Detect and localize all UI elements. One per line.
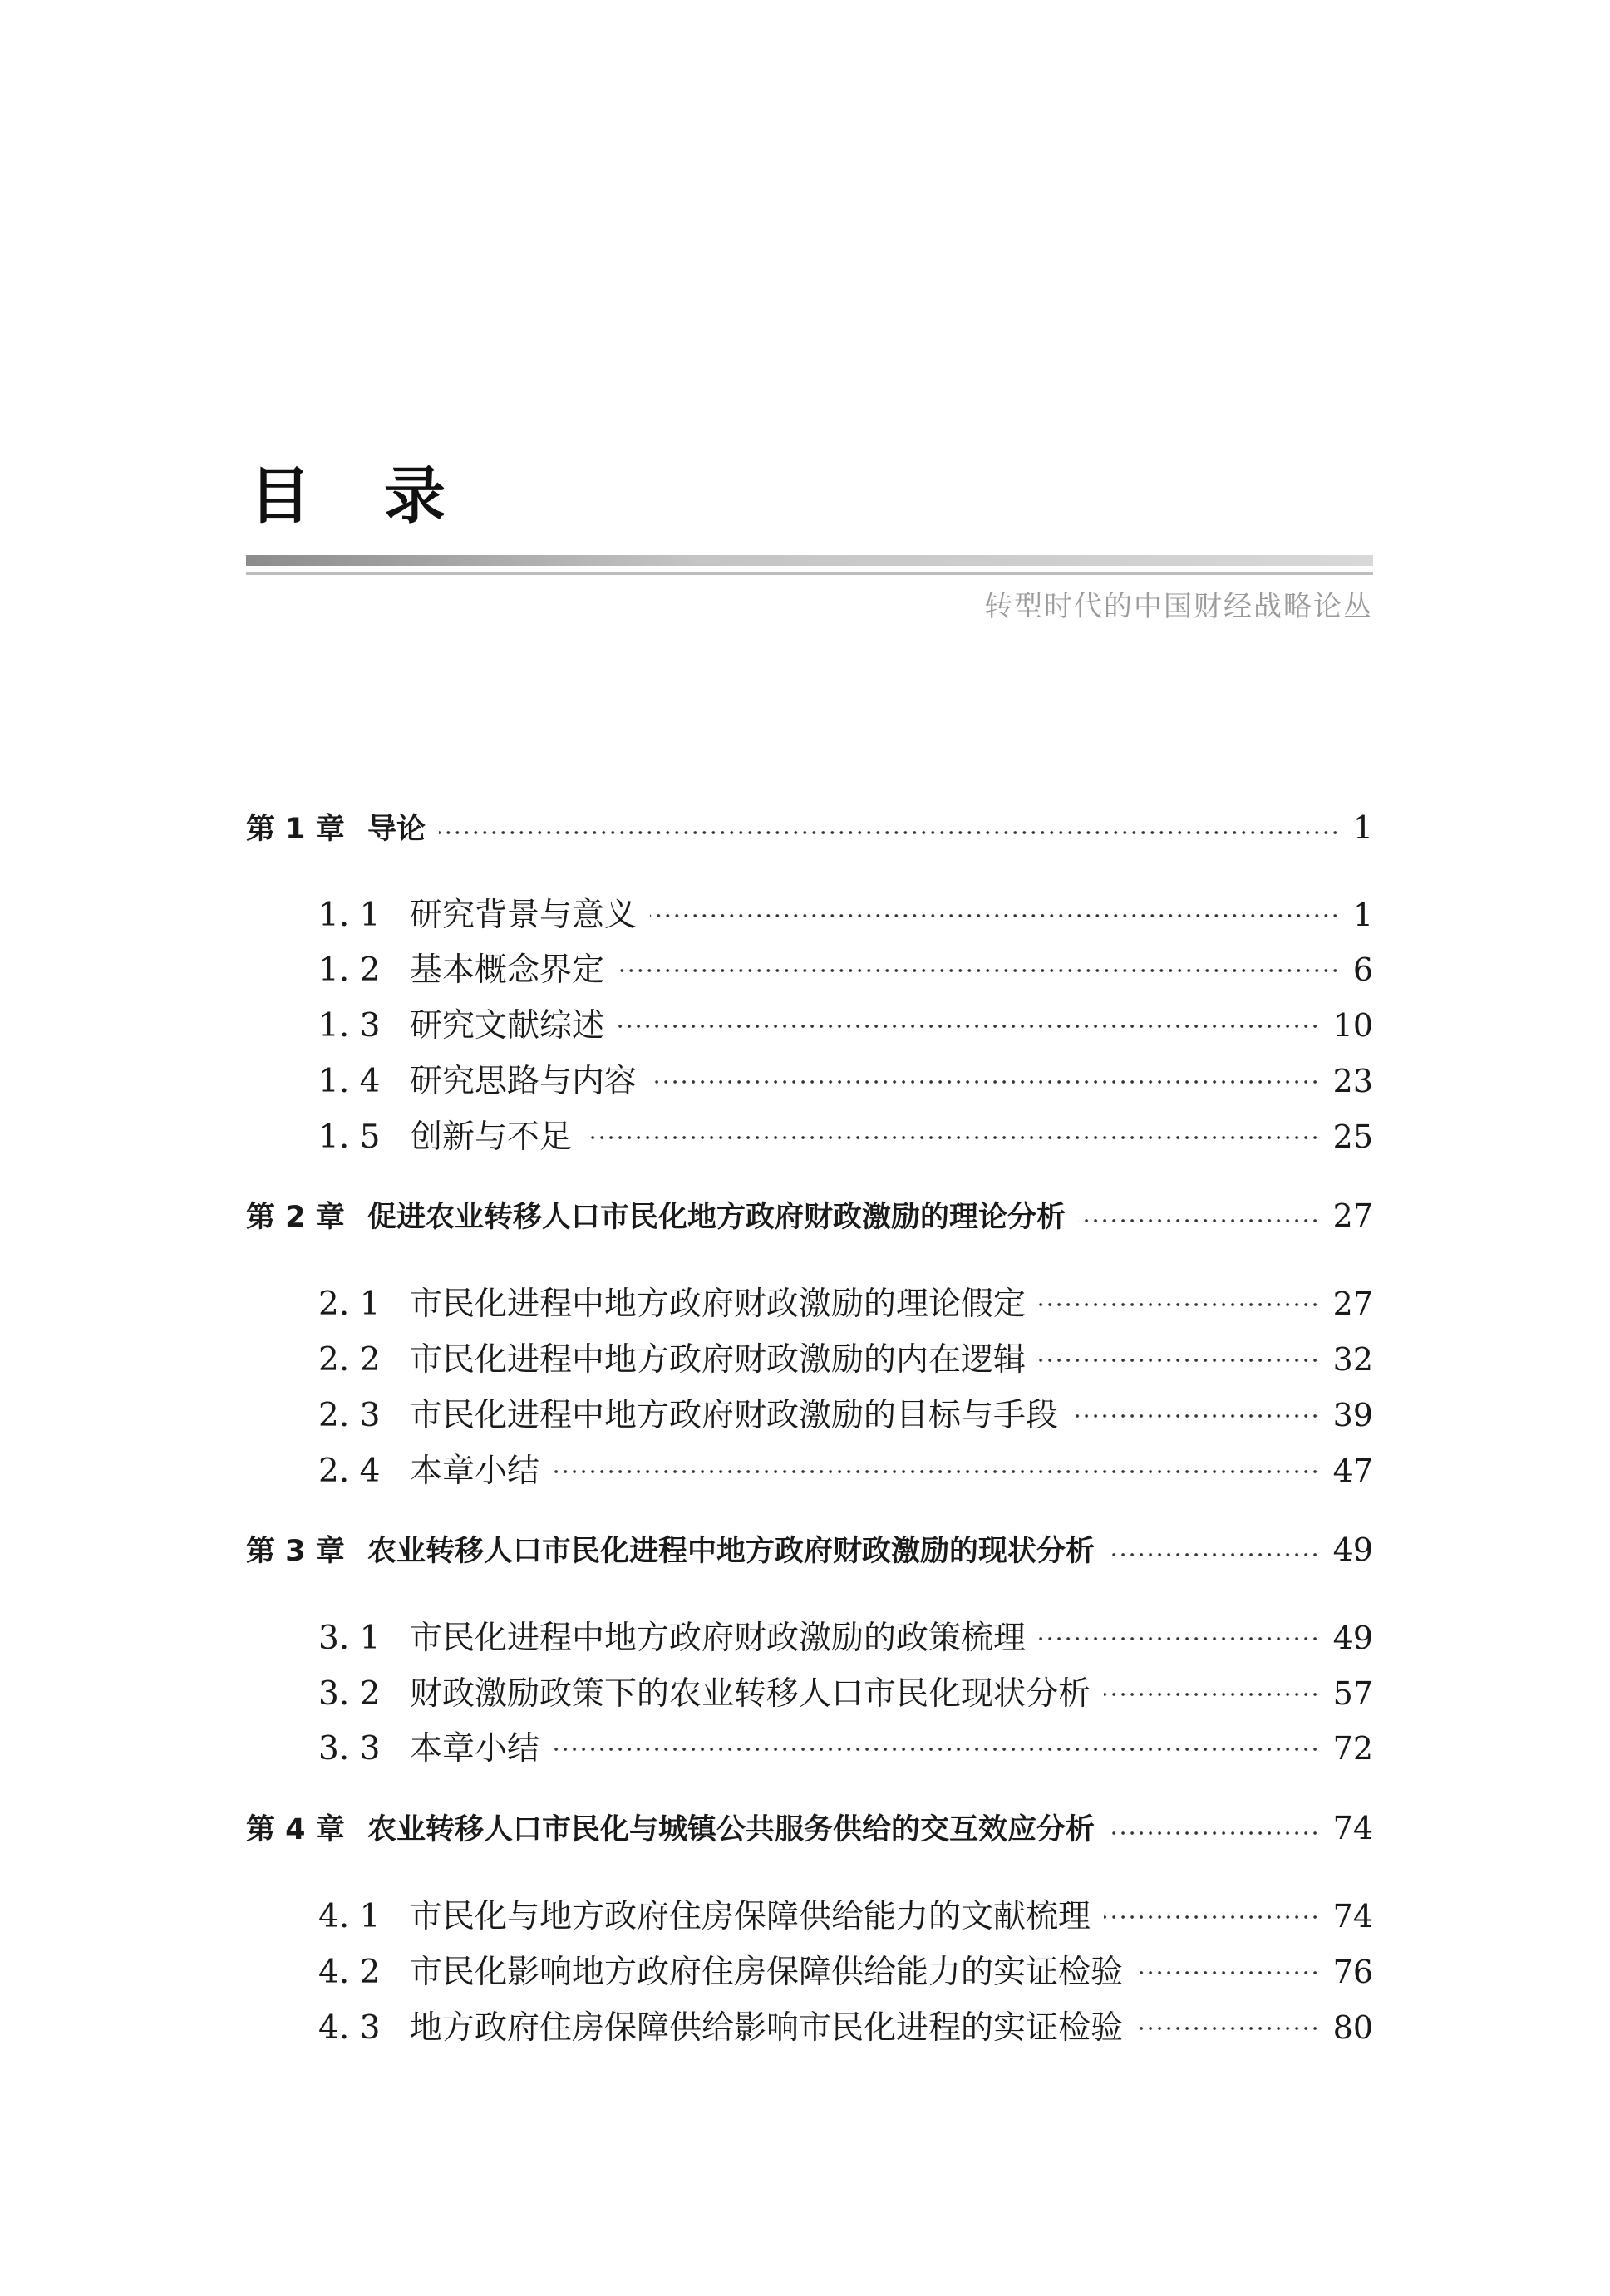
toc-chapter-row[interactable]	[246, 1807, 1373, 1853]
toc-entry-title: 财政激励政策下的农业转移人口市民化现状分析	[410, 1675, 1091, 1713]
toc-entry-page: 57	[1332, 1675, 1373, 1712]
toc-entry-page: 27	[1332, 1286, 1373, 1322]
toc-entry-page: 76	[1332, 1954, 1373, 1990]
toc-section-row[interactable]	[318, 1000, 1373, 1046]
toc-entry-number: 4. 2	[318, 1954, 381, 1991]
toc-entry-title: 市民化进程中地方政府财政激励的目标与手段	[410, 1397, 1059, 1434]
toc-section-row[interactable]	[318, 1723, 1373, 1769]
toc-entry-page: 74	[1332, 1898, 1373, 1935]
toc-entry-page: 6	[1352, 951, 1373, 988]
toc-entry-title: 农业转移人口市民化进程中地方政府财政激励的现状分析	[367, 1535, 1095, 1568]
dot-leader	[1108, 1831, 1320, 1835]
dot-leader	[650, 1080, 1320, 1084]
toc-entry-number: 第 4 章	[246, 1813, 345, 1846]
toc-section-row[interactable]	[318, 1668, 1373, 1714]
toc-entry-page: 32	[1332, 1341, 1373, 1378]
toc-chapter-row[interactable]	[246, 806, 1373, 853]
toc-entry-number: 2. 1	[318, 1286, 381, 1323]
toc-entry-title: 研究文献综述	[410, 1007, 605, 1045]
toc-section-row[interactable]	[318, 1612, 1373, 1659]
toc-entry-title: 市民化进程中地方政府财政激励的内在逻辑	[410, 1341, 1027, 1379]
toc-entry-number: 2. 3	[318, 1397, 381, 1434]
dot-leader	[1039, 1359, 1320, 1362]
toc-entry-number: 2. 2	[318, 1341, 381, 1379]
toc-entry-number: 第 1 章	[246, 813, 345, 846]
toc-entry-number: 4. 1	[318, 1898, 381, 1935]
toc-entry-page: 1	[1352, 809, 1373, 846]
toc-entry-title: 市民化进程中地方政府财政激励的理论假定	[410, 1286, 1027, 1323]
dot-leader	[1071, 1414, 1320, 1418]
toc-section-row[interactable]	[318, 1389, 1373, 1436]
toc-entry-title: 促进农业转移人口市民化地方政府财政激励的理论分析	[367, 1201, 1066, 1234]
dot-leader	[1039, 1637, 1320, 1640]
toc-entry-number: 3. 3	[318, 1730, 381, 1767]
toc-entry-number: 1. 4	[318, 1063, 381, 1100]
toc-section-row[interactable]	[318, 1445, 1373, 1492]
toc-entry-title: 基本概念界定	[410, 951, 605, 989]
title-rule-thin	[246, 572, 1373, 575]
dot-leader	[439, 831, 1340, 834]
toc-entry-page: 80	[1332, 2009, 1373, 2046]
toc-entry-page: 39	[1332, 1397, 1373, 1433]
dot-leader	[618, 969, 1340, 972]
dot-leader	[1136, 1971, 1320, 1974]
toc-section-row[interactable]	[318, 1890, 1373, 1937]
toc-entry-number: 1. 1	[318, 897, 381, 934]
dot-leader	[1104, 1693, 1320, 1696]
dot-leader	[618, 1025, 1320, 1028]
dot-leader	[1039, 1303, 1320, 1306]
toc-entry-title: 研究背景与意义	[410, 897, 638, 934]
series-name: 转型时代的中国财经战略论丛	[984, 590, 1373, 623]
toc-entry-number: 第 3 章	[246, 1535, 345, 1568]
toc-entry-title: 农业转移人口市民化与城镇公共服务供给的交互效应分析	[367, 1813, 1095, 1846]
title-rule-thick	[246, 555, 1373, 566]
toc-section-row[interactable]	[318, 1334, 1373, 1380]
toc-section-row[interactable]	[318, 889, 1373, 936]
toc-entry-number: 3. 1	[318, 1620, 381, 1657]
toc-entry-page: 49	[1332, 1620, 1373, 1656]
toc-entry-number: 1. 5	[318, 1119, 381, 1156]
toc-entry-number: 1. 3	[318, 1007, 381, 1045]
toc-entry-title: 市民化与地方政府住房保障供给能力的文献梳理	[410, 1898, 1091, 1935]
toc-entry-page: 47	[1332, 1453, 1373, 1489]
toc-entry-title: 本章小结	[410, 1730, 540, 1767]
toc-section-row[interactable]	[318, 1055, 1373, 1102]
toc-entry-title: 市民化进程中地方政府财政激励的政策梳理	[410, 1620, 1027, 1657]
toc-entry-page: 1	[1352, 897, 1373, 933]
dot-leader	[650, 914, 1340, 917]
toc-chapter-row[interactable]	[246, 1194, 1373, 1241]
toc-entry-page: 10	[1332, 1007, 1373, 1044]
toc-entry-number: 1. 2	[318, 951, 381, 989]
dot-leader	[1108, 1553, 1320, 1556]
toc-entry-title: 研究思路与内容	[410, 1063, 638, 1100]
toc-entry-page: 49	[1332, 1531, 1373, 1568]
toc-entry-title: 本章小结	[410, 1453, 540, 1490]
dot-leader	[553, 1470, 1320, 1473]
toc-entry-title: 市民化影响地方政府住房保障供给能力的实证检验	[410, 1954, 1124, 1991]
page-title: 目录	[249, 460, 519, 532]
toc-entry-number: 第 2 章	[246, 1201, 345, 1234]
toc-entry-page: 25	[1332, 1119, 1373, 1155]
toc-entry-page: 27	[1332, 1197, 1373, 1234]
toc-entry-number: 4. 3	[318, 2009, 381, 2047]
dot-leader	[553, 1748, 1320, 1751]
toc-entry-title: 创新与不足	[410, 1119, 573, 1156]
toc-section-row[interactable]	[318, 1946, 1373, 1993]
toc-entry-title: 导论	[367, 813, 426, 846]
toc-section-row[interactable]	[318, 2002, 1373, 2048]
toc-entry-page: 23	[1332, 1063, 1373, 1099]
dot-leader	[1104, 1915, 1320, 1919]
dot-leader	[1079, 1219, 1320, 1222]
toc-entry-page: 72	[1332, 1730, 1373, 1767]
toc-section-row[interactable]	[318, 944, 1373, 991]
dot-leader	[1136, 2027, 1320, 2030]
toc-entry-number: 2. 4	[318, 1453, 381, 1490]
toc-chapter-row[interactable]	[246, 1528, 1373, 1575]
toc-section-row[interactable]	[318, 1111, 1373, 1158]
toc-entry-title: 地方政府住房保障供给影响市民化进程的实证检验	[410, 2009, 1124, 2047]
toc-entry-number: 3. 2	[318, 1675, 381, 1713]
dot-leader	[585, 1136, 1320, 1139]
toc-entry-page: 74	[1332, 1810, 1373, 1846]
toc-section-row[interactable]	[318, 1278, 1373, 1325]
